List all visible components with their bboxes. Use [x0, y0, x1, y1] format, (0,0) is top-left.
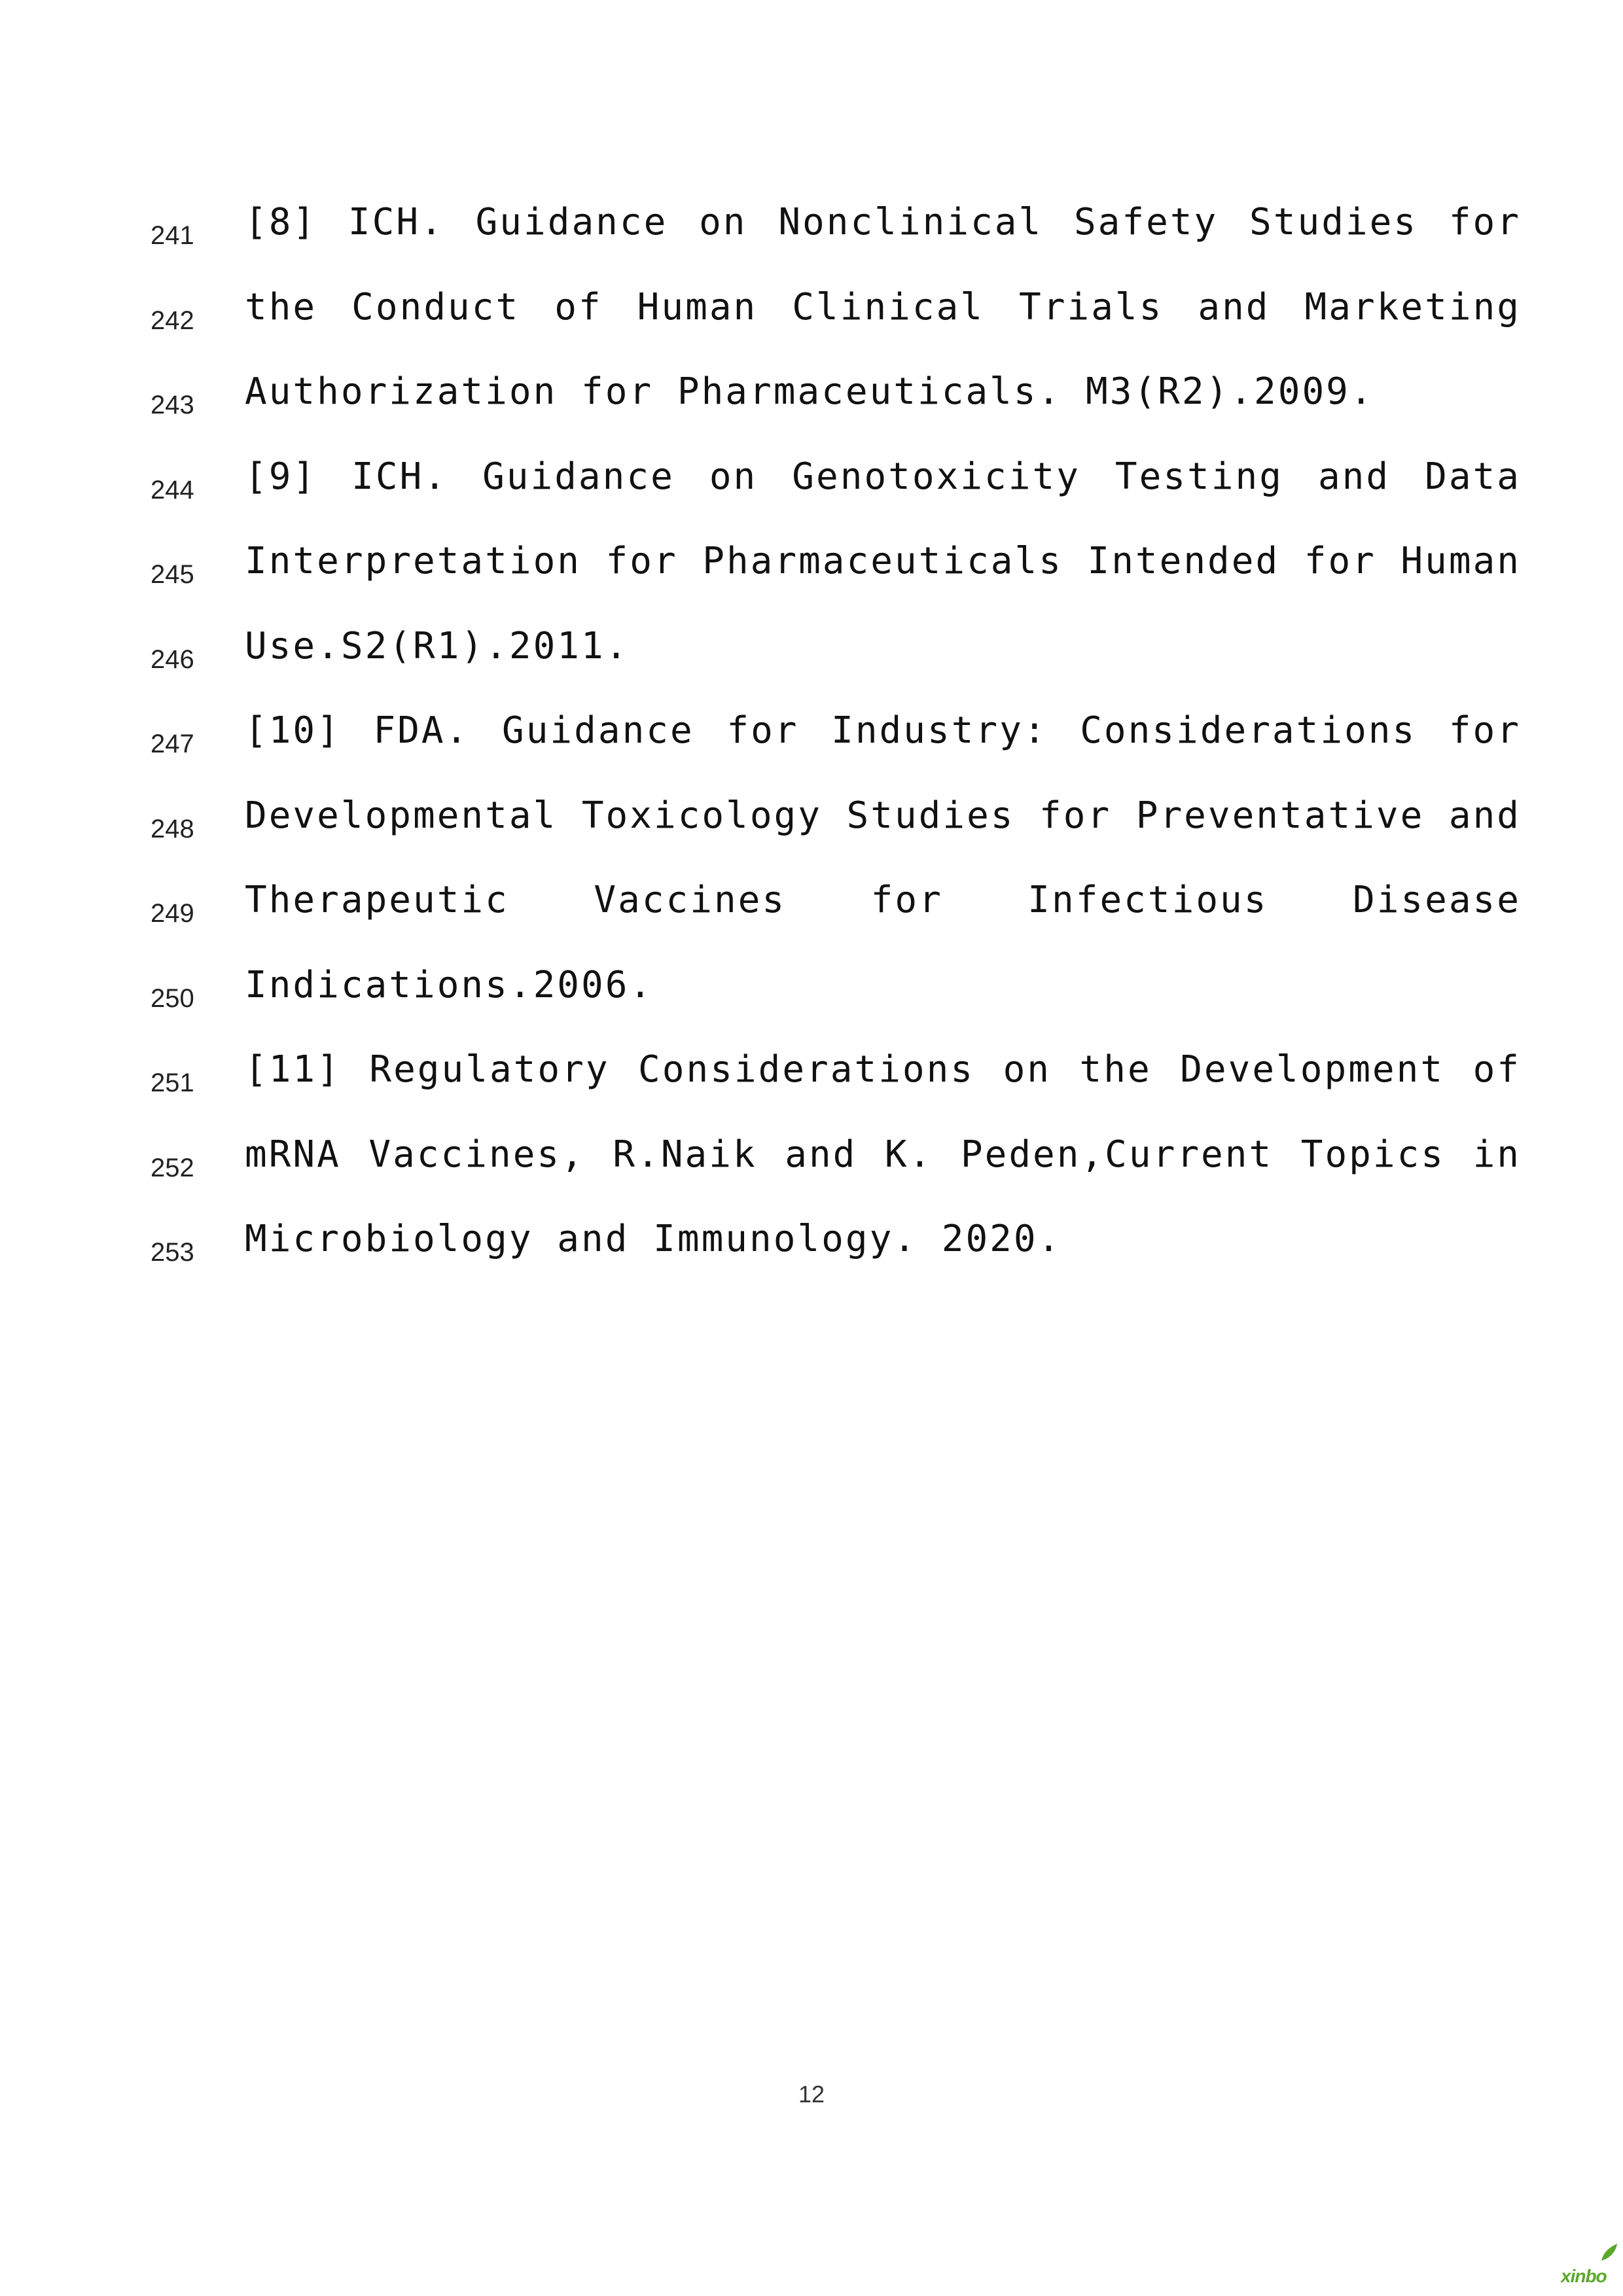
- leaf-icon: [1561, 2241, 1620, 2267]
- reference-line: [151, 874, 1521, 959]
- line-number: 248: [151, 814, 194, 843]
- reference-text: [11] Regulatory Considerations on the Development of: [245, 1048, 1521, 1091]
- reference-text: Use.S2(R1).2011.: [245, 624, 630, 667]
- line-number: 244: [151, 475, 194, 504]
- reference-list: [151, 196, 1521, 1298]
- line-number: 241: [151, 221, 194, 250]
- line-number: 250: [151, 983, 194, 1013]
- reference-line: [151, 281, 1521, 366]
- line-number: 252: [151, 1153, 194, 1182]
- reference-text: Microbiology and Immunology. 2020.: [245, 1218, 1062, 1260]
- reference-line: [151, 1213, 1374, 1298]
- reference-line: [151, 535, 1521, 620]
- line-number: 242: [151, 306, 194, 335]
- reference-text: Interpretation for Pharmaceuticals Intended for Human: [245, 540, 1521, 582]
- reference-line: [151, 196, 1521, 281]
- reference-text: Therapeutic Vaccines for Infectious Disease: [245, 879, 1521, 921]
- reference-line: [151, 959, 1374, 1044]
- reference-line: [151, 790, 1521, 875]
- line-number: 243: [151, 391, 194, 419]
- line-number: 249: [151, 899, 194, 928]
- page-number: 12: [798, 2081, 825, 2108]
- reference-line: [151, 1044, 1521, 1129]
- line-number: 251: [151, 1069, 194, 1097]
- line-number: 253: [151, 1238, 194, 1267]
- reference-line: [151, 1129, 1521, 1214]
- reference-text: Authorization for Pharmaceuticals. M3(R2).2009.: [245, 370, 1374, 413]
- xinbo-logo: [1561, 2241, 1620, 2287]
- watermark-text: xinbo: [1561, 2266, 1607, 2286]
- reference-line: [151, 451, 1521, 536]
- reference-line: [151, 620, 1374, 705]
- reference-line: [151, 705, 1521, 790]
- reference-text: mRNA Vaccines, R.Naik and K. Peden,Current Topics in: [245, 1133, 1521, 1176]
- line-number: 247: [151, 730, 194, 758]
- reference-text: Indications.2006.: [245, 963, 654, 1006]
- reference-text: [10] FDA. Guidance for Industry: Considerations for: [245, 709, 1521, 752]
- reference-text: [8] ICH. Guidance on Nonclinical Safety Studies for: [245, 201, 1521, 243]
- line-number: 246: [151, 645, 194, 674]
- line-number: 245: [151, 560, 194, 589]
- reference-text: the Conduct of Human Clinical Trials and Marketing: [245, 285, 1521, 328]
- reference-line: [151, 366, 1374, 451]
- reference-text: Developmental Toxicology Studies for Preventative and: [245, 794, 1521, 837]
- reference-text: [9] ICH. Guidance on Genotoxicity Testing and Data: [245, 455, 1521, 498]
